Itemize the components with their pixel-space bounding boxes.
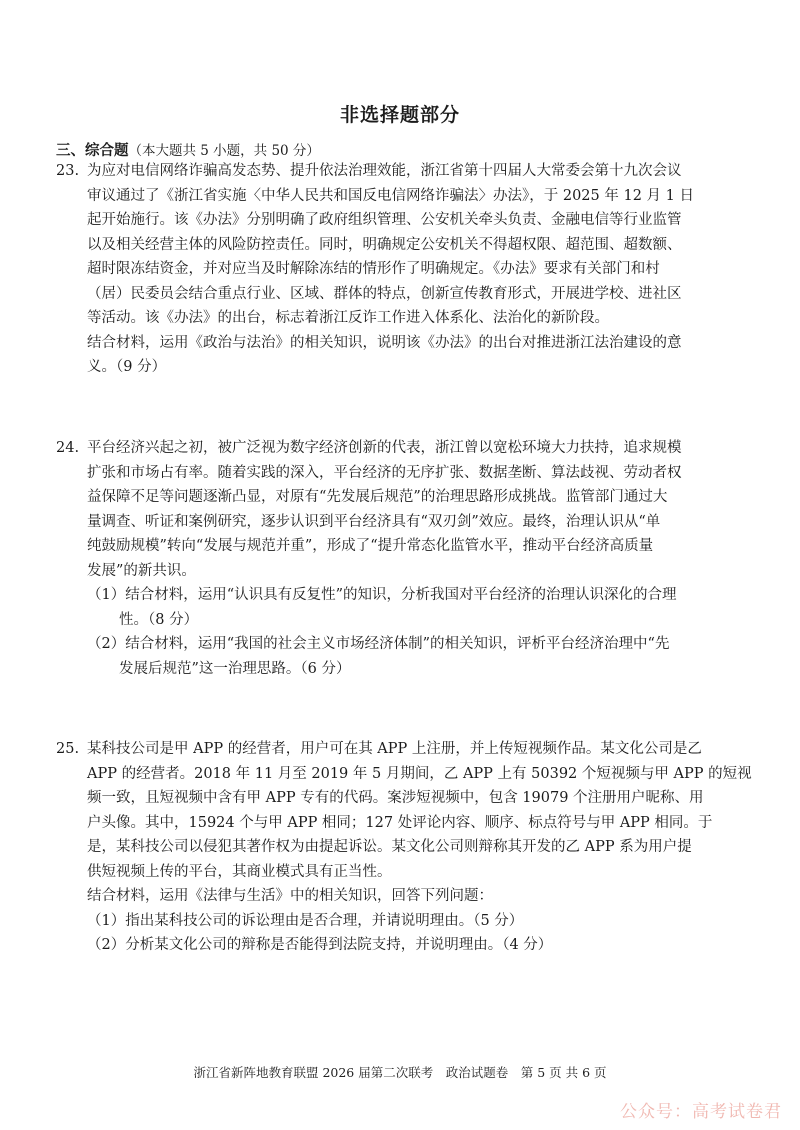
question-prompt: 义。（9 分） <box>87 359 167 375</box>
question-line: 发展”的新共识。 <box>87 562 196 579</box>
question-number: 24. <box>56 440 80 456</box>
question-text: 为应对电信网络诈骗高发态势、提升依法治理效能，浙江省第十四届人大常委会第十九次会议 <box>87 163 682 179</box>
question-line: 益保障不足等问题逐渐凸显，对原有“先发展后规范”的治理思路形成挑战。监管部门通过大 <box>87 489 668 505</box>
question-line: 审议通过了《浙江省实施〈中华人民共和国反电信网络诈骗法〉办法》，于 2025 年 12 月 1 日 <box>87 187 694 204</box>
question-line: 扩张和市场占有率。随着实践的深入，平台经济的无序扩张、数据垄断、算法歧视、劳动者权 <box>87 464 682 481</box>
section-label: 三、综合题 <box>56 142 129 159</box>
question-line: 量调查、听证和案例研究，逐步认识到平台经济具有“双刃剑”效应。最终，治理认识从“单 <box>87 513 661 530</box>
question-line: 超时限冻结资金，并对应当及时解除冻结的情形作了明确规定。《办法》要求有关部门和村 <box>87 261 660 277</box>
watermark: 公众号：高考试卷君 <box>620 1102 782 1122</box>
question-line: 以及相关经营主体的风险防控责任。同时，明确规定公安机关不得超权限、超范围、超数额、 <box>87 236 682 253</box>
question-line: 等活动。该《办法》的出台，标志着浙江反诈工作进入体系化、法治化的新阶段。 <box>87 310 609 326</box>
question-line: 户头像。其中，15924 个与甲 APP 相同；127 处评论内容、顺序、标点符号与甲 APP 相同。于 <box>87 814 713 831</box>
question-line: 纯鼓励规模”转向“发展与规范并重”，形成了“提升常态化监管水平，推动平台经济高质量 <box>87 538 654 554</box>
question-line: 是，某科技公司以侵犯其著作权为由提起诉讼。某文化公司则辩称其开发的乙 APP 系为用户提 <box>87 839 692 855</box>
sub-question-1: （1）指出某科技公司的诉讼理由是否合理，并请说明理由。（5 分） <box>87 912 524 929</box>
question-number: 25. <box>56 741 80 757</box>
sub-question-1-cont: 性。（8 分） <box>119 611 199 628</box>
question-line <box>56 159 756 184</box>
section-heading <box>56 139 320 160</box>
question-prompt: 结合材料，运用《法律与生活》中的相关知识，回答下列问题： <box>87 888 493 904</box>
question-23 <box>56 159 756 380</box>
sub-question-1: （1）结合材料，运用“认识具有反复性”的知识，分析我国对平台经济的治理认识深化的合理 <box>87 587 677 603</box>
page-footer: 浙江省新阵地教育联盟 2026 届第二次联考 政治试题卷 第 5 页 共 6 页 <box>193 1065 607 1080</box>
question-text: 某科技公司是甲 APP 的经营者，用户可在其 APP 上注册，并上传短视频作品。某文化公司是乙 <box>87 741 702 757</box>
question-line: （居）民委员会结合重点行业、区域、群体的特点，创新宣传教育形式，开展进学校、进社区 <box>87 285 682 302</box>
question-line: 起开始施行。该《办法》分别明确了政府组织管理、公安机关牵头负责、金融电信等行业监管 <box>87 212 682 228</box>
question-24 <box>56 436 756 681</box>
page-title: 非选择题部分 <box>339 104 460 126</box>
sub-question-2-cont: 发展后规范”这一治理思路。（6 分） <box>119 660 351 677</box>
question-line: 频一致，且短视频中含有甲 APP 专有的代码。案涉短视频中，包含 19079 个注册用户昵称、用 <box>87 790 704 806</box>
question-line: 供短视频上传的平台，其商业模式具有正当性。 <box>87 863 392 880</box>
question-prompt: 结合材料，运用《政治与法治》的相关知识，说明该《办法》的出台对推进浙江法治建设的意 <box>87 334 682 351</box>
section-note: （本大题共 5 小题，共 50 分） <box>128 143 320 159</box>
question-line: APP 的经营者。2018 年 11 月至 2019 年 5 月期间，乙 APP 上有 50392 个短视频与甲 APP 的短视 <box>87 765 752 782</box>
question-text: 平台经济兴起之初，被广泛视为数字经济创新的代表，浙江曾以宽松环境大力扶持，追求规模 <box>87 440 682 456</box>
question-number: 23. <box>56 163 80 179</box>
question-25 <box>56 737 756 958</box>
question-line <box>56 436 756 461</box>
sub-question-2: （2）结合材料，运用“我国的社会主义市场经济体制”的相关知识，评析平台经济治理中“先 <box>87 636 670 652</box>
sub-question-2: （2）分析某文化公司的辩称是否能得到法院支持，并说明理由。（4 分） <box>87 937 553 953</box>
question-line <box>56 737 756 762</box>
